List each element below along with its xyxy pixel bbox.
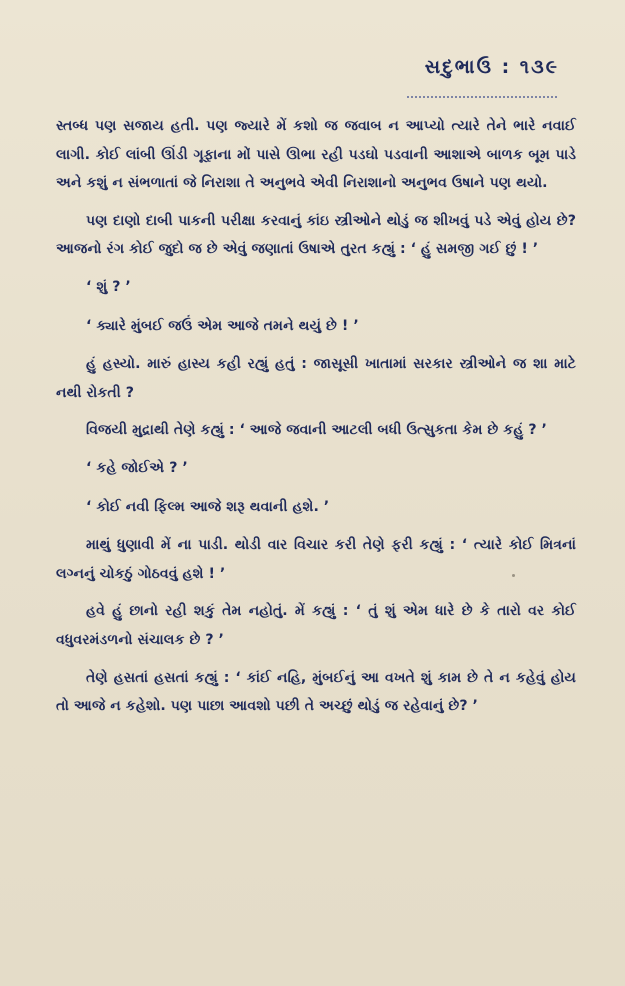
- dialogue-line: ‘ કહે જોઈએ ? ’: [86, 459, 188, 476]
- paragraph: હું હસ્યો. મારું હાસ્ય કહી રહ્યું હતું : જાસૂસી ખાતામાં સરકાર સ્ત્રીઓને જ શા માટે નથી રોકતી ?: [56, 356, 576, 401]
- paragraph: પણ દાણો દાબી પાકની પરીક્ષા કરવાનું કાંઇ સ્ત્રીઓને થોડું જ શીખવું પડે એવું હોય છે? આજનો રંગ કોઈ જુદો જ છે એવું જણાતાં ઉષાએ તુરત કહ્યું : ‘ હું સમજી ગઈ છું ! ’: [56, 212, 576, 258]
- dialogue-line: ‘ ક્યારે મુંબઈ જઉં એમ આજે તમને થયું છે ! ’: [86, 317, 359, 334]
- paragraph: હવે હું છાનો રહી શકું તેમ નહોતું. મેં કહ્યું : ‘ તું શું એમ ધારે છે કે તારો વર કોઈ વધુવરમંડળનો સંચાલક છે ? ’: [56, 603, 576, 648]
- paragraph: માથું ધુણાવી મેં ના પાડી. થોડી વાર વિચાર કરી તેણે ફરી કહ્યું : ‘ ત્યારે કોઈ મિત્રનાં લગ્નનું ચોકઠું ગોઠવવું હશે ! ’: [56, 537, 576, 582]
- paragraph: વિજયી મુદ્રાથી તેણે કહ્યું : ‘ આજે જવાની આટલી બધી ઉત્સુકતા કેમ છે કહું ? ’: [86, 422, 547, 439]
- dialogue-line: ‘ કોઈ નવી ફિલ્મ આજે શરૂ થવાની હશે. ’: [86, 498, 330, 515]
- paper-speck: [512, 574, 515, 577]
- dialogue-line: ‘ શું ? ’: [86, 278, 131, 295]
- paragraph: તેણે હસતાં હસતાં કહ્યું : ‘ કાંઈ નહિ, મુંબઈનું આ વખતે શું કામ છે તે ન કહેવું હોય તો આજે ન કહેશો. પણ પાછા આવશો પછી તે અચ્છું થોડું જ રહેવાનું છે? ’: [56, 669, 576, 715]
- header-wavy-underline: [407, 92, 557, 98]
- running-header: સદુભાઉ : ૧૩૯: [424, 56, 559, 78]
- body-text: [56, 112, 576, 730]
- paragraph: સ્તબ્ધ પણ સજાય હતી. પણ જ્યારે મેં કશો જ જવાબ ન આપ્યો ત્યારે તેને ભારે નવાઈ લાગી. કોઈ લાંબી ઊંડી ગૂફાના મોં પાસે ઊભા રહી પડઘો પડવાની આશાએ બાળક બૂમ પાડે અને કશું ન સંભળાતાં જે નિરાશા તે અનુભવે એવી નિરાશાનો અનુભવ ઉષાને પણ થયો.: [56, 118, 576, 192]
